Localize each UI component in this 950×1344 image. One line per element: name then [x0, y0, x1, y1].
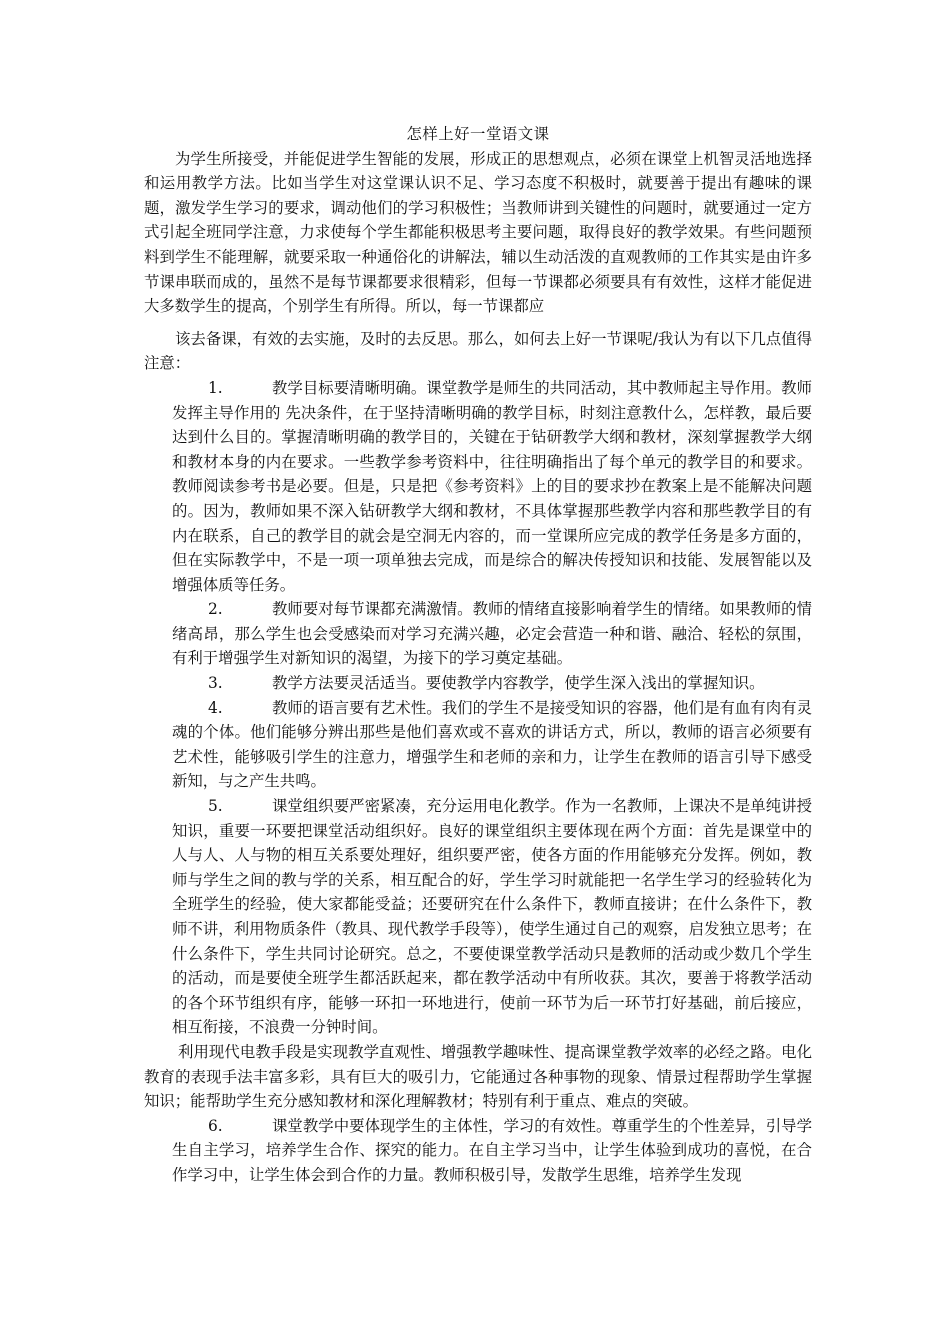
list-text: 课堂教学中要体现学生的主体性，学习的有效性。尊重学生的个性差异，引导学生自主学习，培养学生合作、探究的能力。在自主学习当中，让学生体验到成功的喜悦，在合作学习中，让学生体会到合作的力量。教师积极引导，发散学生思维，培养学生发现 — [172, 1116, 812, 1184]
list-item-2 — [172, 597, 812, 671]
list-item-3 — [172, 671, 812, 696]
list-item-1 — [172, 376, 812, 597]
list-item-5 — [172, 794, 812, 1040]
list-number: 1. — [208, 378, 223, 397]
list-text: 课堂组织要严密紧凑，充分运用电化教学。作为一名教师，上课决不是单纯讲授知识，重要一环要把课堂活动组织好。良好的课堂组织主要体现在两个方面：首先是课堂中的人与人、人与物的相互关系要处理好，组织要严密，使各方面的作用能够充分发挥。例如，教师与学生之间的教与学的关系，相互配合的好，学生学习时就能把一名学生学习的经验转化为全班学生的经验，使大家都能受益；还要研究在什么条件下，教师直接讲；在什么条件下，教师不讲，利用物质条件（教具、现代教学手段等），使学生通过自己的观察，启发独立思考；在什么条件下，学生共同讨论研究。总之，不要使课堂教学活动只是教师的活动或少数几个学生的活动，而是要使全班学生都活跃起来，都在教学活动中有所收获。其次，要善于将教学活动的各个环节组织有序，能够一环扣一环地进行，使前一环节为后一环节打好基础，前后接应，相互衔接，不浪费一分钟时间。 — [172, 797, 812, 1037]
list-number: 4. — [208, 698, 223, 717]
list-text: 教师要对每节课都充满激情。教师的情绪直接影响着学生的情绪。如果教师的情绪高昂，那么学生也会受感染而对学习充满兴趣，必定会营造一种和谐、融洽、轻松的氛围，有利于增强学生对新知识的渴望，为接下的学习奠定基础。 — [172, 600, 812, 668]
list-item-4 — [172, 696, 812, 794]
list-item-6 — [172, 1114, 812, 1188]
list-number: 2. — [208, 600, 223, 619]
list-number: 5. — [208, 797, 223, 816]
list-text: 教师的语言要有艺术性。我们的学生不是接受知识的容器，他们是有血有肉有灵魂的个体。他们能够分辨出那些是他们喜欢或不喜欢的讲话方式，所以，教师的语言必须要有艺术性，能够吸引学生的注意力，增强学生和老师的亲和力，让学生在教师的语言引导下感受新知，与之产生共鸣。 — [172, 698, 812, 791]
list-number: 3. — [208, 674, 223, 693]
second-paragraph: 该去备课，有效的去实施，及时的去反思。那么，如何去上好一节课呢/我认为有以下几点值得注意： — [144, 329, 812, 373]
list-number: 6. — [208, 1116, 223, 1135]
document-page — [144, 122, 812, 1188]
list-text: 教学目标要清晰明确。课堂教学是师生的共同活动，其中教师起主导作用。教师发挥主导作用的 先决条件，在于坚持清晰明确的教学目标，时刻注意教什么，怎样教，最后要达到什么目的。掌握清晰明确的教学目的，关键在于钻研教学大纲和教材，深刻掌握教学大纲和教材本身的内在要求。一些教学参考资料中，往往明确指出了每个单元的教学目的和要求。教师阅读参考书是必要。但是，只是把《参考资料》上的目的要求抄在教案上是不能解决问题的。因为，教师如果不深入钻研教学大纲和教材，不具体掌握那些教学内容和那些教学目的有内在联系，自己的教学目的就会是空洞无内容的，而一堂课所应完成的教学任务是多方面的，但在实际教学中，不是一项一项单独去完成，而是综合的解决传授知识和技能、发展智能以及增强体质等任务。 — [172, 378, 812, 594]
electro-paragraph: 利用现代电教手段是实现教学直观性、增强教学趣味性、提高课堂教学效率的必经之路。电化教育的表现手法丰富多彩，具有巨大的吸引力，它能通过各种事物的现象、情景过程帮助学生掌握知识；能帮助学生充分感知教材和深化理解教材；特别有利于重点、难点的突破。 — [144, 1042, 812, 1111]
list-text: 教学方法要灵活适当。要使教学内容教学，使学生深入浅出的掌握知识。 — [272, 674, 765, 693]
intro-paragraph: 为学生所接受，并能促进学生智能的发展，形成正的思想观点，必须在课堂上机智灵活地选择和运用教学方法。比如当学生对这堂课认识不足、学习态度不积极时，就要善于提出有趣味的课题，激发学生学习的要求，调动他们的学习积极性；当教师讲到关键性的问题时，就要通过一定方式引起全班同学注意，力求使每个学生都能积极思考主要问题，取得良好的教学效果。有些问题预料到学生不能理解，就要采取一种通俗化的讲解法，辅以生动活泼的直观教师的工作其实是由许多节课串联而成的，虽然不是每节课都要求很精彩，但每一节课都必须要具有有效性，这样才能促进大多数学生的提高，个别学生有所得。所以，每一节课都应 — [144, 149, 812, 316]
document-title: 怎样上好一堂语文课 — [406, 125, 550, 143]
